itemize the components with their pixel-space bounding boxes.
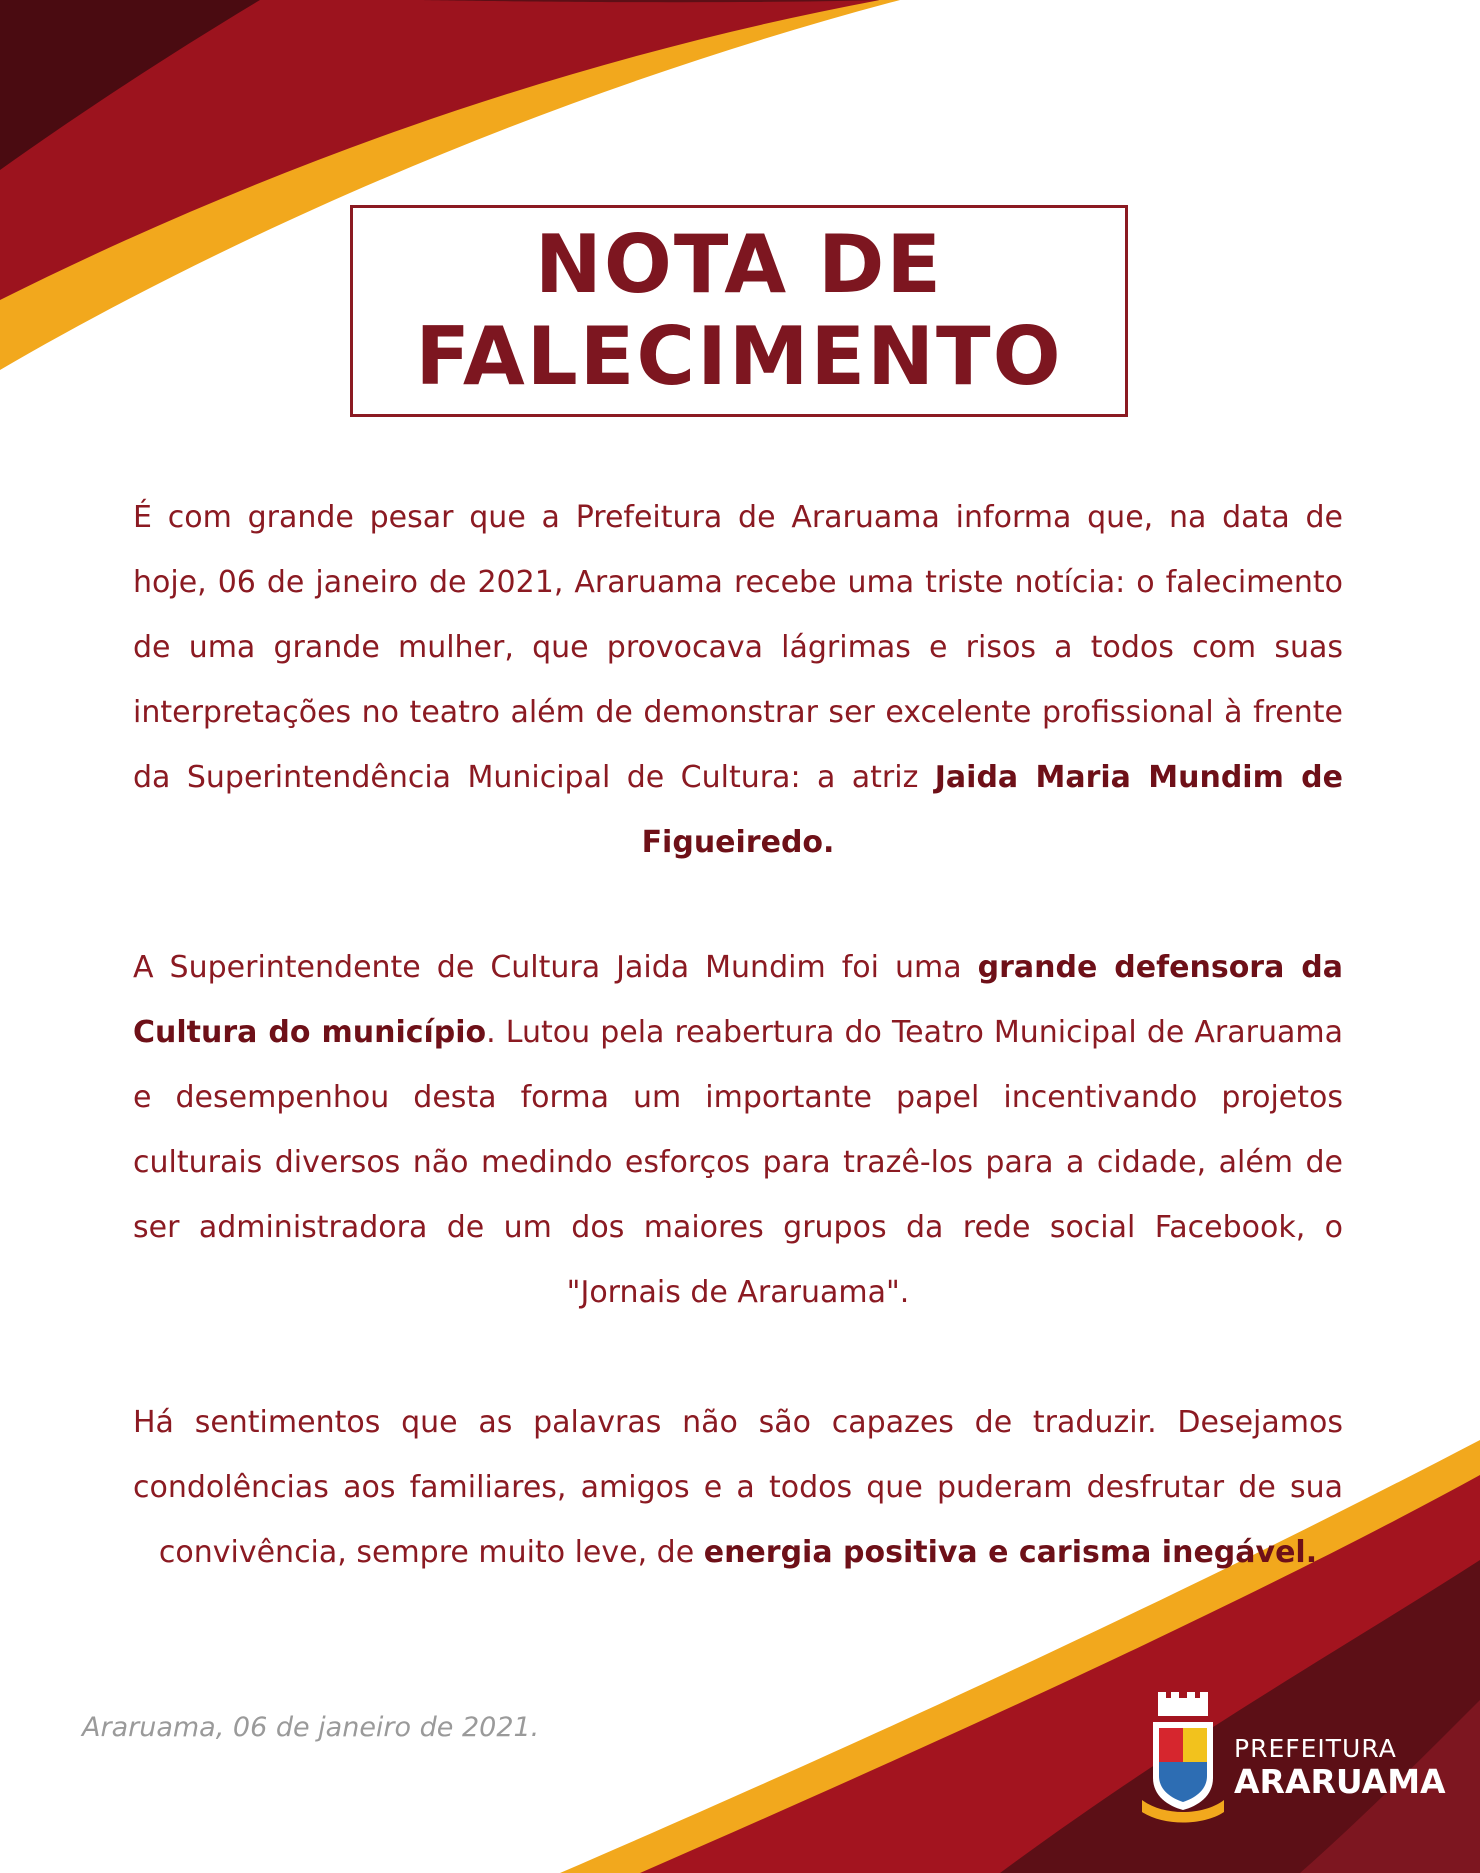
paragraph-1-text: É com grande pesar que a Prefeitura de Araruama informa que, na data de hoje, 06 de janeiro de 2021, Araruama recebe uma triste notícia: o falecimento de uma grande mulher, que provocava lágrimas e risos a todos com suas interpretações no teatro além de demonstrar ser excelente profissional à frente da Superintendência Municipal de Cultura: a atriz: [133, 500, 1343, 795]
paragraph-announcement: [133, 485, 1343, 875]
paragraph-condolences: [133, 1390, 1343, 1585]
paragraph-3-bold: energia positiva e carisma inegável.: [703, 1535, 1318, 1570]
paragraph-2-text-before: A Superintendente de Cultura Jaida Mundim foi uma: [133, 950, 978, 985]
paragraph-3-text: Há sentimentos que as palavras não são capazes de traduzir. Desejamos condolências aos familiares, amigos e a todos que puderam desfrutar de sua convivência, sempre muito leve, de: [133, 1405, 1343, 1570]
footer-date: Araruama, 06 de janeiro de 2021.: [82, 1712, 540, 1743]
paragraph-2-text-after: . Lutou pela reabertura do Teatro Municipal de Araruama e desempenhou desta forma um importante papel incentivando projetos culturais diversos não medindo esforços para trazê-los para a cidade, além de ser administradora de um dos maiores grupos da rede social Facebook, o "Jornais de Araruama".: [133, 1015, 1343, 1310]
title-box: [350, 205, 1128, 417]
logo-line-araruama: ARARUAMA: [1234, 1762, 1446, 1801]
title-line-1: NOTA DE: [534, 218, 944, 311]
title-line-2: FALECIMENTO: [415, 310, 1063, 403]
logo-line-prefeitura: PREFEITURA: [1234, 1734, 1397, 1763]
prefeitura-logo: [1138, 1688, 1458, 1838]
paragraph-tribute: [133, 935, 1343, 1325]
paragraph-2-bold: grande defensora da Cultura do município: [133, 950, 1343, 1050]
paragraph-1-bold-name: Jaida Maria Mundim de Figueiredo.: [641, 760, 1343, 860]
municipal-crest-icon: [1138, 1688, 1228, 1828]
